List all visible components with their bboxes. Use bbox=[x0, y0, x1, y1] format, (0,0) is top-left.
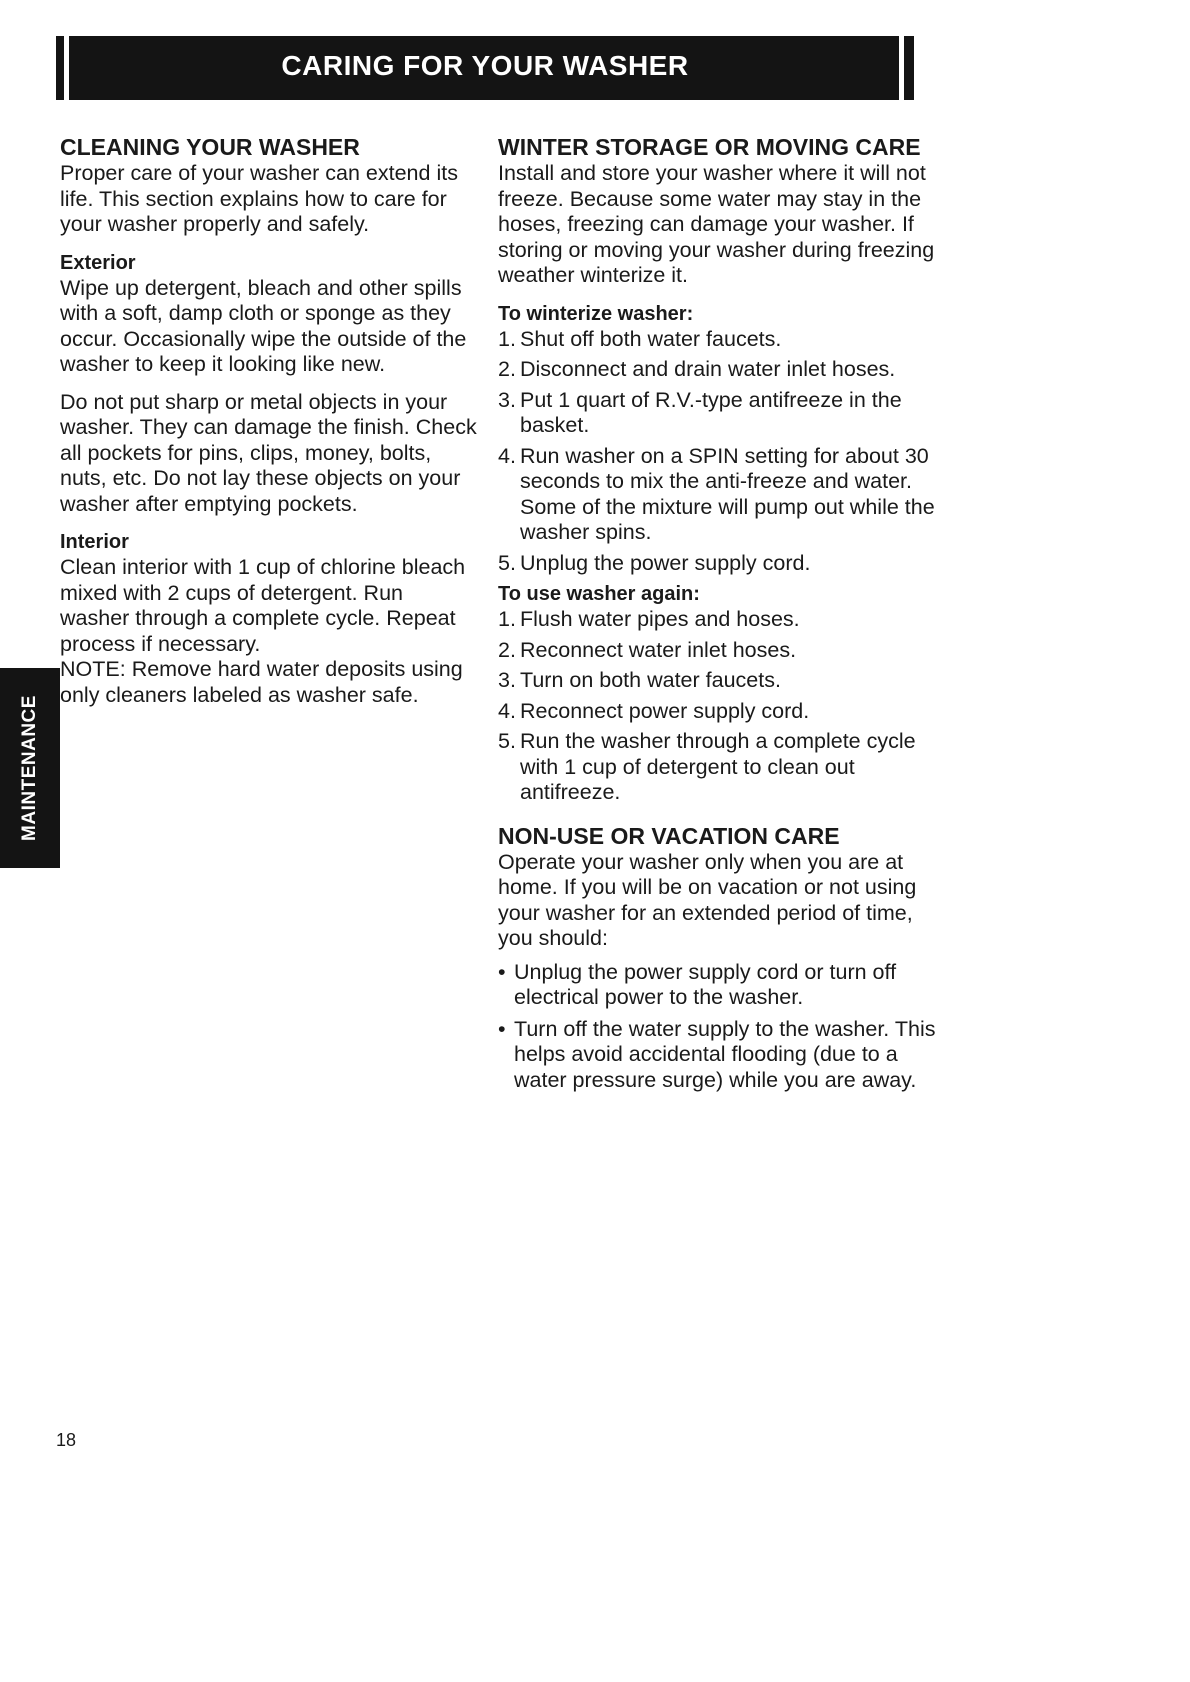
step-text: Shut off both water faucets. bbox=[520, 326, 782, 351]
step-number: 5. bbox=[498, 729, 516, 753]
step-number: 1. bbox=[498, 326, 516, 351]
left-column bbox=[60, 134, 478, 708]
step-text: Run the washer through a complete cycle with 1 cup of detergent to clean out antifreeze. bbox=[520, 729, 916, 804]
header-banner bbox=[56, 36, 914, 100]
list-item bbox=[498, 551, 938, 577]
exterior-paragraph-1: Wipe up detergent, bleach and other spills with a soft, damp cloth or sponge as they occur. Occasionally wipe the outside of the washer to keep it looking like new. bbox=[60, 275, 467, 376]
interior-heading: Interior bbox=[60, 531, 129, 553]
step-number: 3. bbox=[498, 668, 516, 692]
bullet-icon: • bbox=[498, 1016, 506, 1041]
page-number: 18 bbox=[56, 1430, 77, 1450]
step-text: Turn on both water faucets. bbox=[520, 668, 781, 692]
step-text: Disconnect and drain water inlet hoses. bbox=[520, 357, 896, 381]
vacation-bullets bbox=[498, 960, 938, 1094]
page-title: CARING FOR YOUR WASHER bbox=[281, 50, 689, 81]
list-item bbox=[498, 444, 938, 546]
step-text: Unplug the power supply cord. bbox=[520, 550, 811, 575]
step-number: 4. bbox=[498, 443, 516, 468]
list-item bbox=[498, 638, 938, 664]
note-label: NOTE: bbox=[60, 657, 126, 681]
winter-intro: Install and store your washer where it will not freeze. Because some water may stay in the hoses, freezing can damage your washer. If storing or moving your washer during freezing weather winterize it. bbox=[498, 161, 935, 287]
side-tab-label: MAINTENANCE bbox=[19, 695, 40, 841]
step-number: 2. bbox=[498, 357, 516, 381]
note-paragraph bbox=[60, 657, 478, 708]
vacation-heading: NON-USE OR VACATION CARE bbox=[498, 822, 840, 849]
list-item bbox=[498, 1017, 938, 1094]
list-item bbox=[498, 357, 938, 383]
step-number: 3. bbox=[498, 387, 516, 412]
list-item bbox=[498, 729, 938, 806]
bullet-icon: • bbox=[498, 959, 506, 984]
cleaning-heading: CLEANING YOUR WASHER bbox=[60, 134, 360, 160]
note-text: Remove hard water deposits using only cleaners labeled as washer safe. bbox=[60, 657, 463, 707]
use-again-steps bbox=[498, 607, 938, 806]
list-item bbox=[498, 327, 938, 353]
winter-heading: WINTER STORAGE OR MOVING CARE bbox=[498, 134, 921, 160]
vacation-intro: Operate your washer only when you are at home. If you will be on vacation or not using your washer for an extended period of time, you should: bbox=[498, 849, 917, 950]
step-number: 1. bbox=[498, 607, 516, 631]
winterize-steps bbox=[498, 327, 938, 577]
list-item bbox=[498, 388, 938, 439]
bullet-text: Unplug the power supply cord or turn off electrical power to the washer. bbox=[514, 959, 897, 1009]
maintenance-side-tab bbox=[0, 668, 60, 868]
cleaning-intro: Proper care of your washer can extend its life. This section explains how to care for your washer properly and safely. bbox=[60, 161, 458, 236]
step-text: Flush water pipes and hoses. bbox=[520, 607, 800, 631]
step-number: 5. bbox=[498, 550, 516, 575]
use-again-heading: To use washer again: bbox=[498, 583, 700, 605]
interior-paragraph: Clean interior with 1 cup of chlorine bleach mixed with 2 cups of detergent. Run washer through a complete cycle. Repeat process if necessary. bbox=[60, 555, 466, 656]
list-item bbox=[498, 607, 938, 633]
exterior-heading: Exterior bbox=[60, 251, 136, 274]
step-number: 2. bbox=[498, 637, 516, 662]
bullet-text: Turn off the water supply to the washer. This helps avoid accidental flooding (due to a water pressure surge) while you are away. bbox=[514, 1016, 936, 1092]
step-number: 4. bbox=[498, 698, 516, 723]
exterior-paragraph-2: Do not put sharp or metal objects in your washer. They can damage the finish. Check all pockets for pins, clips, money, bolts, nuts, etc. Do not lay these objects on your washer after emptying pockets. bbox=[60, 389, 477, 516]
step-text: Reconnect power supply cord. bbox=[520, 698, 810, 723]
list-item bbox=[498, 699, 938, 725]
list-item bbox=[498, 960, 938, 1011]
list-item bbox=[498, 668, 938, 694]
right-column bbox=[498, 134, 938, 1099]
winterize-heading: To winterize washer: bbox=[498, 302, 694, 325]
step-text: Put 1 quart of R.V.-type antifreeze in the basket. bbox=[520, 387, 902, 437]
step-text: Run washer on a SPIN setting for about 30 seconds to mix the anti-freeze and water. Some of the mixture will pump out while the washer spins. bbox=[520, 443, 935, 544]
step-text: Reconnect water inlet hoses. bbox=[520, 637, 797, 662]
banner-right-stripe bbox=[899, 36, 904, 100]
